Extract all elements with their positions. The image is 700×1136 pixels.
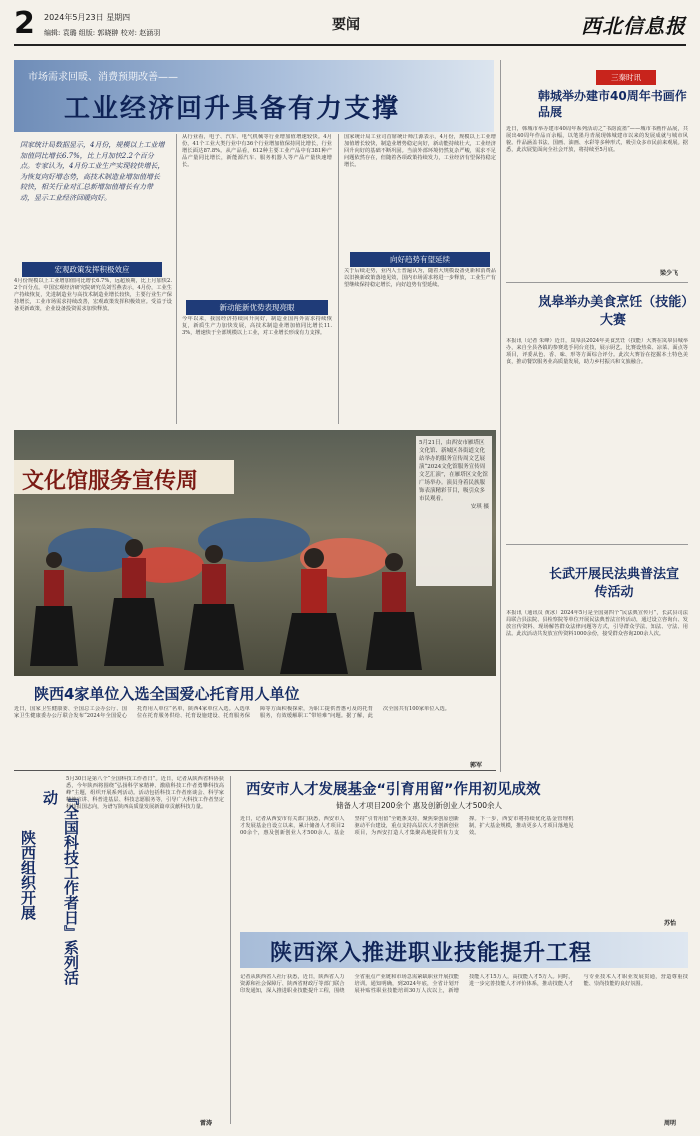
lead-subhead-1: 宏观政策发挥积极效应 — [22, 262, 162, 277]
bottom-title: 陕西深入推进职业技能提升工程 — [270, 941, 593, 966]
art3-body: 本报讯（通讯员 黄冰）2024年5月是全国第四个“民法典宣传月”，长武县司法局联合县法院、县检察院等单位开展民法典普法宣传活动，通过设立咨询台、发放宣传资料、现场解答群众法律问题等方式，引导群众学法、知法、守法、用法。此次活动共发放宣传资料1000余份，接受群众咨询200余人次。 — [506, 610, 688, 638]
bottom-body: 记者从陕西省人社厅获悉，近日，陕西省人力资源和社会保障厅、陕西省财政厅等部门联合印发通知，深入推进职业技能提升工程，围绕全省重点产业链和市场急需紧缺职业开展技能培训。通知明确，到2024年底，全省计划开展补贴性职业技能培训30万人次以上，新增技能人才15万人，高技能人才5万人。同时，进一步完善技能人才评价体系，推动技能人才与专业技术人才职业发展贯通，营造尊重技能、崇尚技能的良好氛围。 — [240, 974, 688, 995]
date-text: 2024年5月23日 — [44, 13, 104, 22]
fund-subtitle: 储备人才项目200余个 惠及创新创业人才500余人 — [336, 801, 503, 810]
photo-credit: 安琪 摄 — [470, 504, 489, 510]
photo-caption-box — [416, 436, 492, 586]
lead-banner — [14, 60, 494, 132]
mid-author: 郭军 — [470, 762, 483, 769]
culture-photo — [14, 430, 496, 676]
page-number: 2 — [14, 6, 35, 41]
vertical-title-2: 陕西组织开展 — [19, 830, 37, 920]
feature-body: 5月30日是第八个“全国科技工作者日”。近日，记者从陕西省科协获悉，今年陕西将围绕“弘扬科学家精神、激励科技工作者勇攀科技高峰”主题，组织开展系列活动。活动包括科技工作者座谈会、科学家精神宣讲、科普进基层、科技志愿服务等，引导广大科技工作者坚定科技报国志向，为谱写陕西高质量发展新篇章贡献科技力量。 — [66, 776, 224, 811]
photo-banner-text: 文化馆服务宣传周 — [22, 469, 199, 494]
right-rule-1 — [506, 282, 688, 283]
header-rule — [14, 44, 686, 46]
fund-body: 近日，记者从西安市有关部门获悉，西安市人才发展基金自设立以来，累计储备人才项目200余个，惠及创新创业人才500余人。基金坚持“引育用留”全链条支持，聚焦秦创原创新驱动平台建设，重点支持高层次人才创新创业项目，为西安打造人才集聚高地提供有力支撑。下一步，西安市将持续优化基金管理机制，扩大基金规模，推动更多人才项目落地见效。 — [240, 816, 574, 837]
lead-title: 工业经济回升具备有力支撑 — [64, 94, 401, 124]
art2-body: 本报讯（记者 朱峰）近日，岚皋县2024年美食烹饪（技能）大赛在岚皋县城举办，来自全县各镇的参赛选手同台竞技，展示厨艺。比赛设热菜、凉菜、面点等项目，评委从色、香、味、形等方面综合评分。此次大赛旨在挖掘本土特色美食，推动餐饮服务业高质量发展，助力乡村振兴和文旅融合。 — [506, 338, 688, 366]
lead-subhead-3: 向好趋势有望延续 — [350, 252, 490, 267]
mid-body: 近日，国家卫生健康委、全国总工会办公厅、国家卫生健康委办公厅联合发布“2024年全国爱心托育用人单位”名单，陕西4家单位入选。入选单位在托育服务供给、托育设施建设、托育服务保障等方面积极探索，为职工提供普惠可及的托育服务，有效缓解职工“带娃难”问题。据了解，此次全国共有100家单位入选。 — [14, 706, 450, 720]
art1-title: 韩城举办建市40周年书画作品展 — [538, 89, 687, 119]
bottom-author: 周明 — [664, 1120, 677, 1127]
feature-author: 雷涛 — [200, 1120, 213, 1127]
editor-line: 编辑: 袁璐 组版: 郭晓翀 校对: 赵涵羽 — [44, 29, 161, 37]
col-rule-a — [176, 134, 177, 424]
fund-title: 西安市人才发展基金“引育用留”作用初见成效 — [246, 782, 541, 798]
art2-title: 岚皋举办美食烹饪（技能）大赛 — [538, 295, 688, 328]
lead-body-3: 今年以来，我国经济持续回升向好，制造业国内外需求持续恢复，新质生产力加快发展，高技术制造业增加值同比增长11.3%，增速快于全部规模以上工业，对工业增长形成有力支撑。 — [182, 316, 332, 337]
lead-summary: 国家统计局数据显示，4月份，规模以上工业增加值同比增长6.7%，比上月加快2.2个百分点。专家认为，4月份工业生产实现较快增长，为恢复向好增态势，高技术制造业增加值增长较快，相关行业对汇总新增加值增长有力带动，显示工业经济回暖向好。 — [20, 141, 165, 202]
mid-rule — [14, 770, 496, 771]
lead-body-5: 关于后续走势，业内人士普遍认为，随着大规模设备更新和消费品以旧换新政策落地见效，国内市场需求将进一步释放，工业生产有望继续保持稳定增长，向好趋势有望延续。 — [344, 268, 496, 289]
lower-divider — [230, 776, 231, 1124]
lead-kicker: 市场需求回暖、消费预期改善—— — [28, 72, 178, 83]
right-rule-2 — [506, 544, 688, 545]
masthead-logo: 西北信息报 — [581, 14, 686, 38]
art1-body: 近日，韩城市举办建市40周年系列活动之“书韵流墨”——城市书画作品展，共展出40周年作品百余幅，以笔墨丹青展现韩城建市以来的发展成就与城市风貌。作品涵盖书法、国画、油画、水彩等多种形式，吸引众多市民前来观展。据悉，此次展览面向全社会开放，将持续至5月底。 — [506, 126, 688, 154]
mid-title: 陕西4家单位入选全国爱心托育用人单位 — [34, 685, 300, 703]
fund-author: 苏怡 — [664, 920, 677, 927]
dancer-group — [30, 518, 422, 674]
right-column-divider — [500, 60, 501, 772]
lead-body-1: 4月份规模以上工业增加值同比增长6.7%，远超预期，比上月加快2.2个百分点。中国宏观经济研究院研究员刘雪燕表示，4月份，工业生产持续恢复，先进制造业与高技术制造业增长较快，主要行业生产保持增长，工业市场需求持续改善，宏观政策发挥积极效应。受益于设备更新政策，企业设备投资需求加快释放。 — [14, 278, 172, 313]
col-rule-b — [338, 134, 339, 424]
lead-body-4: 国家统计局工业司首席统计师江源表示，4月份，规模以上工业增加值增长较快，制造业增势稳定向好，新动能持续壮大，工业经济回升向好的基础不断巩固。当前外部环境仍然复杂严峻，需求不足问题依然存在，但随着各项政策持续发力，工业经济有望保持稳定增长。 — [344, 134, 496, 169]
photo-caption: 5月21日，由西安市雁塔区文化馆、新城区各街道文化站举办的服务宣传周文艺展演“2024文化馆服务宣传周文艺汇演”，在雁塔区文化馆广场举办。演员身着民族服饰表演精彩节目，吸引众多市民观看。 — [419, 440, 488, 502]
art1-author: 梁少飞 — [660, 270, 679, 277]
right-tag: 三秦时讯 — [596, 70, 656, 85]
issue-date — [44, 12, 130, 23]
lead-subhead-2: 新动能新优势表现亮眼 — [186, 300, 328, 315]
vertical-title-1: 『全国科技工作者日』系列活动 — [41, 790, 80, 985]
weekday-text: 星期四 — [106, 13, 131, 22]
section-title: 要闻 — [332, 17, 360, 33]
art3-title: 长武开展民法典普法宣传活动 — [548, 567, 679, 600]
lead-body-2: 从行业看，电子、汽车、电气机械等行业增加值增速较快。4月份，41个工业大类行业中有36个行业增加值保持同比增长，行业增长面达87.8%。从产品看，612种主要工业产品中有381种产品产量同比增长，新能源汽车、服务机器人等产品产量快速增长。 — [182, 134, 332, 169]
